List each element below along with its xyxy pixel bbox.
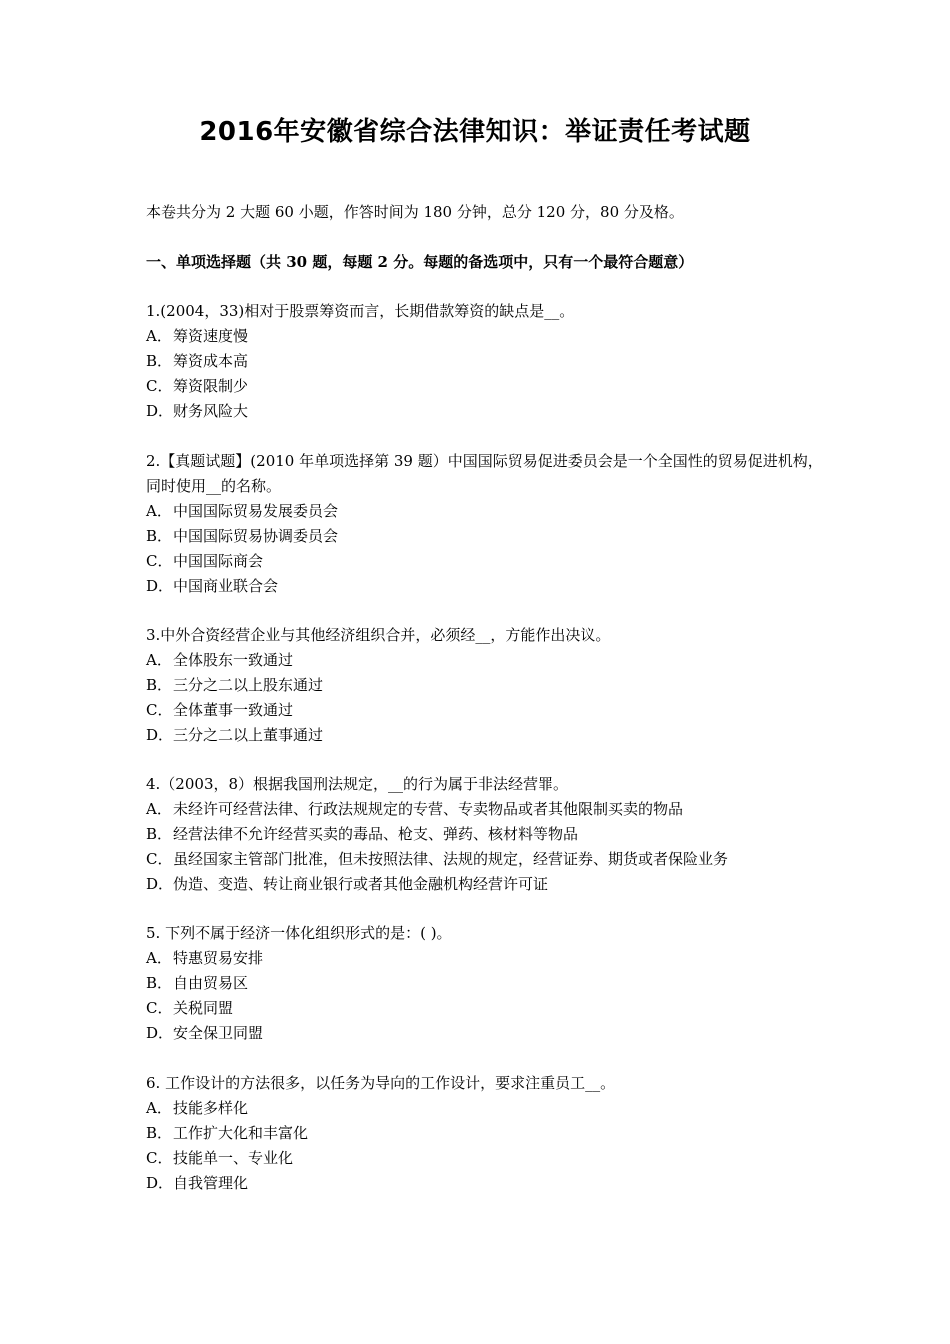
question-stem: 3.中外合资经营企业与其他经济组织合并，必须经__，方能作出决议。	[146, 626, 611, 644]
option-letter: D．	[146, 577, 174, 595]
option-text: 全体股东一致通过	[173, 651, 294, 669]
option-text: 经营法律不允许经营买卖的毒品、枪支、弹药、核材料等物品	[173, 825, 579, 843]
option-letter: B．	[146, 352, 173, 370]
option-letter: C．	[146, 377, 173, 395]
option-text: 安全保卫同盟	[173, 1024, 264, 1042]
option-letter: A．	[146, 651, 172, 669]
question-stem: 5. 下列不属于经济一体化组织形式的是：( )。	[146, 924, 452, 942]
option-text: 未经许可经营法律、行政法规规定的专营、专卖物品或者其他限制买卖的物品	[173, 800, 684, 818]
document-title: 2016年安徽省综合法律知识：举证责任考试题	[199, 117, 751, 147]
option-b	[146, 524, 826, 549]
option-letter: D．	[146, 875, 174, 893]
option-a	[146, 324, 826, 349]
question-stem: 4.（2003，8）根据我国刑法规定，__的行为属于非法经营罪。	[146, 775, 569, 793]
option-d	[146, 574, 826, 599]
option-c	[146, 549, 826, 574]
option-text: 中国商业联合会	[173, 577, 279, 595]
option-text: 中国国际商会	[173, 552, 264, 570]
option-letter: D．	[146, 1174, 174, 1192]
option-a	[146, 648, 826, 673]
option-text: 中国国际贸易发展委员会	[173, 502, 339, 520]
option-a	[146, 1096, 826, 1121]
option-letter: A．	[146, 949, 172, 967]
exam-intro: 本卷共分为 2 大题 60 小题，作答时间为 180 分钟，总分 120 分，80 分及格。	[146, 203, 684, 221]
option-b	[146, 349, 826, 374]
question-6	[146, 1071, 826, 1196]
option-letter: A．	[146, 800, 172, 818]
option-text: 技能多样化	[173, 1099, 249, 1117]
option-b	[146, 822, 826, 847]
option-text: 财务风险大	[173, 402, 249, 420]
option-b	[146, 1121, 826, 1146]
option-text: 特惠贸易安排	[173, 949, 264, 967]
option-d	[146, 1171, 826, 1196]
option-text: 工作扩大化和丰富化	[173, 1124, 309, 1142]
option-text: 技能单一、专业化	[173, 1149, 294, 1167]
option-text: 筹资速度慢	[173, 327, 249, 345]
option-text: 虽经国家主管部门批准，但未按照法律、法规的规定，经营证券、期货或者保险业务	[173, 850, 729, 868]
option-text: 伪造、变造、转让商业银行或者其他金融机构经营许可证	[173, 875, 549, 893]
option-letter: A．	[146, 327, 172, 345]
option-d	[146, 723, 826, 748]
option-c	[146, 847, 826, 872]
option-letter: B．	[146, 676, 173, 694]
question-4	[146, 772, 826, 897]
option-letter: A．	[146, 502, 172, 520]
option-letter: C．	[146, 850, 173, 868]
option-letter: D．	[146, 402, 174, 420]
option-d	[146, 399, 826, 424]
option-letter: C．	[146, 1149, 173, 1167]
option-a	[146, 797, 826, 822]
option-a	[146, 499, 826, 524]
option-letter: C．	[146, 701, 173, 719]
option-letter: B．	[146, 527, 173, 545]
question-2	[146, 449, 826, 599]
option-a	[146, 946, 826, 971]
question-stem: 6. 工作设计的方法很多，以任务为导向的工作设计，要求注重员工__。	[146, 1074, 616, 1092]
question-stem: 2.【真题试题】(2010 年单项选择第 39 题）中国国际贸易促进委员会是一个全国性的贸易促进机构，同时使用__的名称。	[146, 452, 823, 495]
option-text: 中国国际贸易协调委员会	[173, 527, 339, 545]
option-letter: C．	[146, 999, 173, 1017]
option-letter: D．	[146, 1024, 174, 1042]
option-text: 筹资限制少	[173, 377, 249, 395]
option-text: 三分之二以上股东通过	[173, 676, 324, 694]
option-b	[146, 971, 826, 996]
option-c	[146, 374, 826, 399]
option-letter: D．	[146, 726, 174, 744]
option-letter: C．	[146, 552, 173, 570]
option-letter: B．	[146, 974, 173, 992]
question-5	[146, 921, 826, 1046]
option-c	[146, 1146, 826, 1171]
option-d	[146, 1021, 826, 1046]
option-b	[146, 673, 826, 698]
question-1	[146, 299, 826, 424]
option-c	[146, 996, 826, 1021]
option-text: 自我管理化	[173, 1174, 249, 1192]
option-c	[146, 698, 826, 723]
section-heading: 一、单项选择题（共 30 题，每题 2 分。每题的备选项中，只有一个最符合题意）	[146, 253, 694, 271]
option-letter: A．	[146, 1099, 172, 1117]
question-3	[146, 623, 826, 748]
option-text: 全体董事一致通过	[173, 701, 294, 719]
option-d	[146, 872, 826, 897]
question-stem: 1.(2004，33)相对于股票筹资而言，长期借款筹资的缺点是__。	[146, 302, 575, 320]
option-letter: B．	[146, 825, 173, 843]
option-text: 关税同盟	[173, 999, 234, 1017]
option-text: 筹资成本高	[173, 352, 249, 370]
option-text: 自由贸易区	[173, 974, 249, 992]
option-letter: B．	[146, 1124, 173, 1142]
option-text: 三分之二以上董事通过	[173, 726, 324, 744]
